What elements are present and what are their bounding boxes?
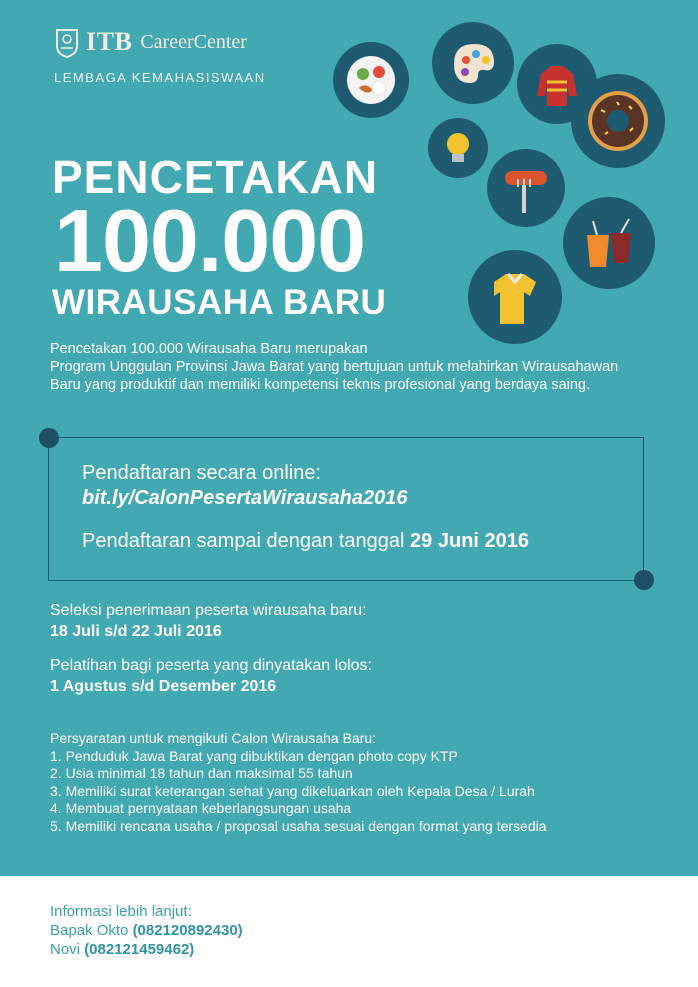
requirements-title: Persyaratan untuk mengikuti Calon Wirausaha Baru: (50, 730, 377, 746)
requirement-item: 3. Memiliki surat keterangan sehat yang dikeluarkan oleh Kepala Desa / Lurah (50, 782, 535, 799)
registration-deadline (82, 530, 529, 553)
logo-subtitle: LEMBAGA KEMAHASISWAAN (54, 70, 266, 85)
lightbulb-icon (428, 118, 488, 178)
deadline-text: Pendaftaran sampai dengan tanggal (82, 530, 405, 552)
registration-label: Pendaftaran secara online: (82, 462, 322, 484)
contact-label: Informasi lebih lanjut: (50, 903, 192, 920)
donut-icon (571, 74, 665, 168)
selection-dates: 18 Juli s/d 22 Juli 2016 (50, 623, 222, 640)
contact-name: Novi (50, 941, 81, 958)
logo-brand: ITB (86, 27, 133, 56)
contact-info (50, 902, 243, 959)
box-corner-dot-bottom-right (634, 570, 654, 590)
training-dates: 1 Agustus s/d Desember 2016 (50, 678, 277, 695)
contact-row (50, 940, 243, 959)
logo (54, 26, 266, 85)
selection-section (50, 600, 367, 642)
requirement-item: 4. Membuat pernyataan keberlangsungan usaha (50, 800, 352, 816)
polo-shirt-icon (468, 250, 562, 344)
food-plate-icon (333, 42, 409, 118)
deadline-date: 29 Juni 2016 (410, 530, 530, 552)
description-line: Program Unggulan Provinsi Jawa Barat yang bertujuan untuk melahirkan Wirausahawan (50, 359, 619, 375)
requirement-item: 2. Usia minimal 18 tahun dan maksimal 55 tahun (50, 765, 353, 781)
contact-phone[interactable]: (082121459462) (84, 941, 195, 958)
description-line: Pencetakan 100.000 Wirausaha Baru merupakan (50, 341, 368, 357)
contact-name: Bapak Okto (50, 922, 129, 939)
headline-number: 100.000 (54, 191, 366, 290)
paint-palette-icon (432, 22, 514, 104)
drinks-icon (563, 197, 655, 289)
requirement-item: 1. Penduduk Jawa Barat yang dibuktikan dengan photo copy KTP (50, 747, 458, 764)
description (50, 340, 650, 394)
logo-product: CareerCenter (140, 30, 247, 53)
requirement-item: 5. Memiliki rencana usaha / proposal usaha sesuai dengan format yang tersedia (50, 817, 547, 834)
training-section (50, 655, 372, 697)
selection-label: Seleksi penerimaan peserta wirausaha baru: (50, 602, 367, 619)
itb-emblem-icon (54, 26, 80, 58)
contact-phone[interactable]: (082120892430) (132, 922, 243, 939)
requirements-section (50, 730, 547, 835)
requirements-list (50, 748, 547, 836)
registration-link[interactable]: bit.ly/CalonPesertaWirausaha2016 (82, 487, 408, 509)
headline-line3: WIRAUSAHA BARU (52, 283, 387, 322)
headline-line1: PENCETAKAN (52, 151, 379, 203)
training-label: Pelatihan bagi peserta yang dinyatakan lolos: (50, 657, 372, 674)
description-line: Baru yang produktif dan memiliki kompetensi teknis profesional yang berdaya saing. (50, 377, 591, 393)
sausage-fork-icon (487, 149, 565, 227)
contact-row (50, 921, 243, 940)
box-corner-dot-top-left (39, 428, 59, 448)
